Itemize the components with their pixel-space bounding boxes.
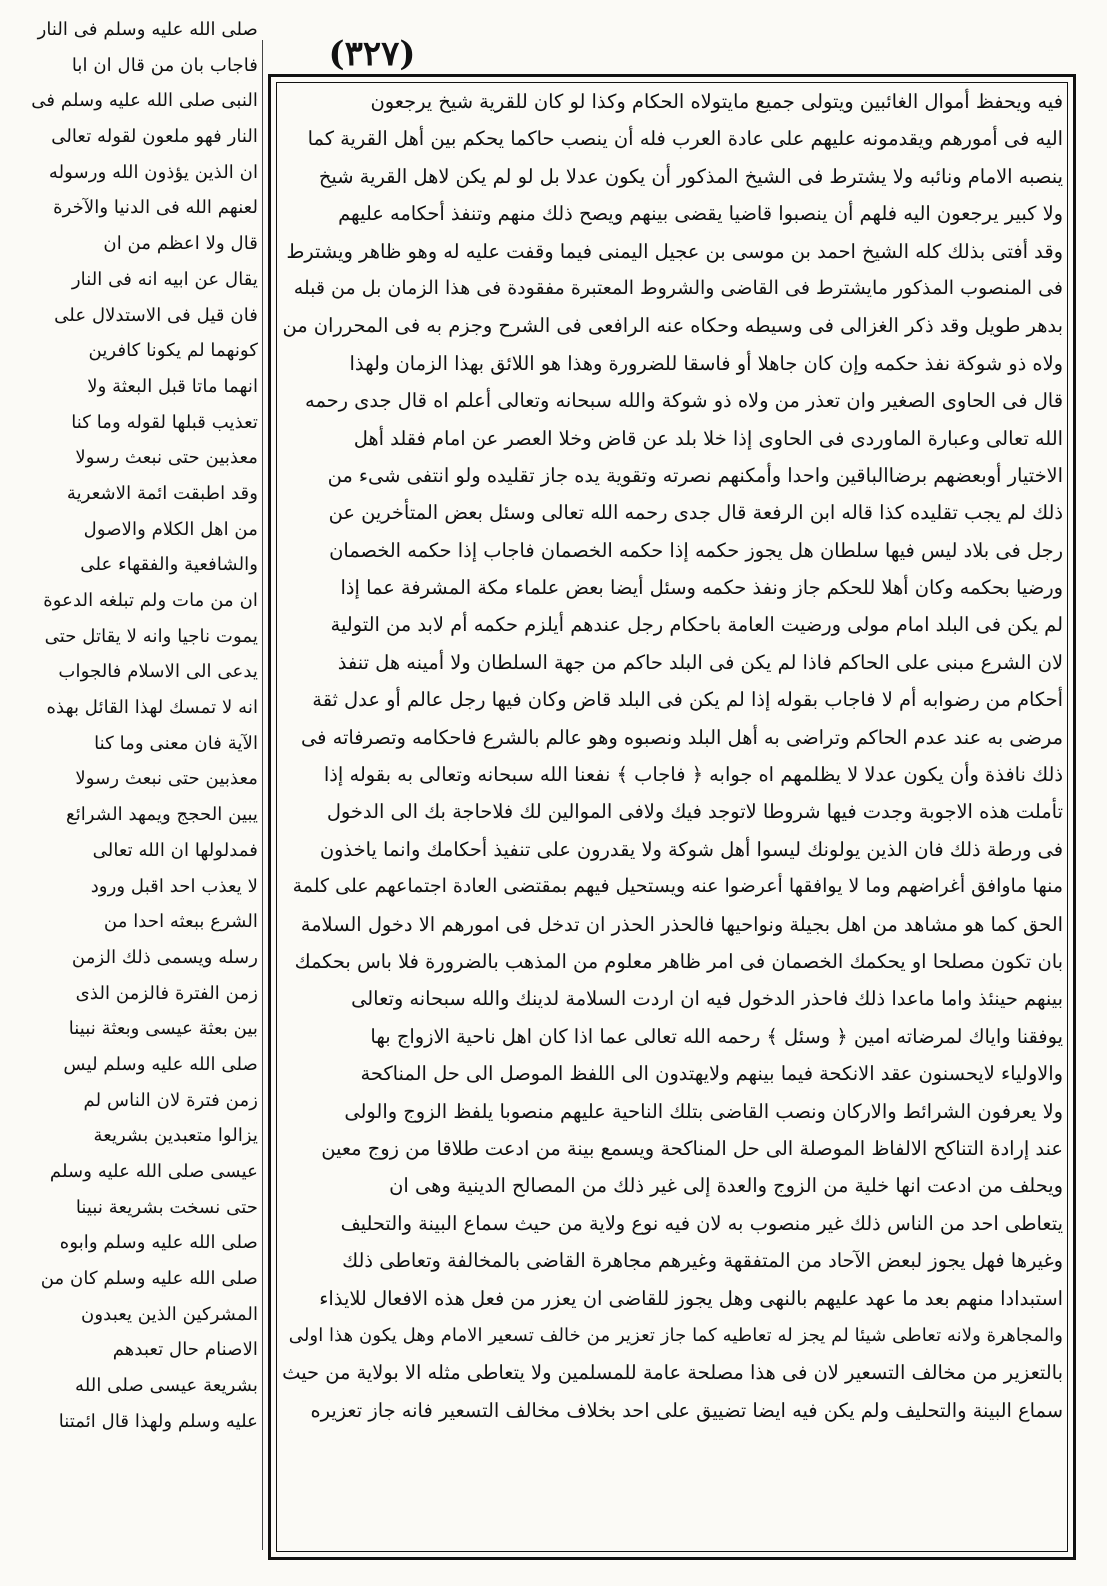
margin-text-line: حتى نسخت بشريعة نبينا (75, 1196, 258, 1218)
main-text-line: ويحلف من ادعت انها خلية من الزوج والعدة إلى غير ذلك من المصالح الدينية وهى ان (389, 1174, 1063, 1198)
margin-text-line: عيسى صلى الله عليه وسلم (49, 1161, 258, 1182)
margin-text-line: عليه وسلم ولهذا قال ائمتنا (58, 1410, 258, 1432)
margin-text-line: زمن فترة لان الناس لم (83, 1089, 258, 1111)
main-text-line: فى المنصوب المذكور مايشترط فى القاضى والشروط المعتبرة مفقودة فى هذا الزمان بل من قبله (293, 276, 1063, 299)
margin-text-line: فان قيل فى الاستدلال على (54, 304, 258, 326)
main-text-line: عند إرادة التناكح الالفاظ الموصلة الى حل المناكحة ويسمع بينة من ادعت طلاقا من زوج معين (321, 1136, 1063, 1160)
column-divider (262, 40, 263, 1550)
main-text-line: مرضى به عند عدم الحاكم وتراضى به أهل البلد ونصبوه وهو عالم بالشرع فاحكامه وتصرفاته فى (300, 725, 1063, 749)
margin-text-line: معذبين حتى نبعث رسولا (75, 768, 258, 790)
main-text-line: لم يكن فى البلد امام مولى ورضيت العامة باحكام رجل عندهم أيلزم حكمه أم لابد من التولية (330, 613, 1063, 637)
margin-text-line: والشافعية والفقهاء على (80, 554, 258, 576)
main-text-line: سماع البينة والتحليف ولم يكن فيه ايضا تضييق على احد بخلاف مخالف التسعير فانه جاز تعزيره (310, 1398, 1063, 1422)
margin-text-line: رسله ويسمى ذلك الزمن (71, 946, 258, 968)
margin-commentary (18, 12, 258, 1440)
margin-text-line: يموت ناجيا وانه لا يقاتل حتى (44, 625, 258, 647)
main-text-line: ذلك لم يجب تقليده كذا قاله ابن الرفعة قال جدى رحمه الله تعالى وسئل بعض المتأخرين عن (328, 501, 1063, 525)
main-text-line: الحق كما هو مشاهد من اهل بجيلة ونواحيها فالحذر الحذر ان تدخل فى امورهم الا دخول السلامة (300, 912, 1063, 936)
margin-text-line: يزالوا متعبدين بشريعة (93, 1125, 258, 1147)
margin-text-line: لعنهم الله فى الدنيا والآخرة (53, 197, 258, 219)
margin-text-line: معذبين حتى نبعث رسولا (75, 447, 258, 469)
main-text-line: يتعاطى احد من الناس ذلك غير منصوب به لان فيه نوع ولاية من حيث سماع البينة والتحليف (340, 1211, 1063, 1235)
main-text-line: بينهم حينئذ واما ماعدا ذلك فاحذر الدخول فيه ان اردت السلامة لدينك والله سبحانه وتعالى (351, 987, 1063, 1011)
main-text-line: ورضيا بحكمه وكان أهلا للحكم جاز ونفذ حكمه وسئل أيضا بعض علماء مكة المشرفة عما إذا (340, 576, 1063, 600)
margin-text-line: لا يعذب احد اقبل ورود (90, 875, 258, 897)
main-text-line: والمجاهرة ولانه تعاطى شيئا لم يجز له تعاطيه كما جاز تعزير من خالف تسعير الامام وهل يكون هذا اولى (288, 1324, 1063, 1346)
margin-text-line: النبى صلى الله عليه وسلم فى (31, 90, 258, 112)
margin-text-line: بشريعة عيسى صلى الله (75, 1375, 258, 1397)
main-text-line: يوفقنا واياك لمرضاته امين ﴿ وسئل ﴾ رحمه الله تعالى عما اذا كان اهل ناحية الازواج بها (370, 1024, 1063, 1048)
margin-text-line: صلى الله عليه وسلم ليس (63, 1053, 258, 1075)
margin-text-line: انهما ماتا قبل البعثة ولا (87, 375, 258, 397)
main-text-line: ولا كبير يرجعون اليه فلهم أن ينصبوا قاضيا يقضى بينهم ويصح ذلك منهم وتنفذ أحكامه عليهم (338, 202, 1063, 226)
margin-text-line: النار فهو ملعون لقوله تعالى (51, 126, 258, 148)
main-text-line: والاولياء لايحسنون عقد الانكحة فيما بينهم ولايهتدون الى اللفظ الموصل الى حل المناكحة (360, 1062, 1063, 1086)
main-text-line: فيه ويحفظ أموال الغائبين ويتولى جميع مايتولاه الحكام وكذا لو كان للقرية شيخ يرجعون (370, 90, 1063, 113)
main-text-line: اليه فى أمورهم ويقدمونه عليهم على عادة العرب فله أن ينصب حاكما يحكم بين أهل القرية كما (307, 127, 1063, 151)
margin-text-line: تعذيب قبلها لقوله وما كنا (71, 411, 258, 433)
main-text-line: رجل فى بلاد ليس فيها سلطان هل يجوز حكمه إذا حكمه الخصمان فاجاب إذا حكمه الخصمان (329, 538, 1063, 562)
main-text-line: الله تعالى وعبارة الماوردى فى الحاوى إذا خلا بلد عن قاض وخلا العصر عن امام فقلد أهل (353, 426, 1063, 450)
margin-text-line: يقال عن ابيه انه فى النار (71, 268, 258, 290)
main-text-line: ينصبه الامام ونائبه ولا يشترط فى الشيخ المذكور أن يكون عدلا بل لو لم يكن لاهل القرية شيخ (318, 164, 1063, 188)
main-text-line: أحكام من رضوابه أم لا فاجاب بقوله إذا لم يكن فى البلد قاض وكان فيها رجل عالم أو عدل ثقة (312, 688, 1063, 712)
main-text-line: ولا يعرفون الشرائط والاركان ونصب القاضى بتلك الناحية عليهم منصوبا يلفظ الزوج والولى (344, 1099, 1063, 1123)
margin-text-line: صلى الله عليه وسلم وابوه (59, 1232, 258, 1254)
margin-text-line: الآية فان معنى وما كنا (94, 732, 258, 754)
main-text-line: ولاه ذو شوكة نفذ حكمه وإن كان جاهلا أو فاسقا للضرورة وهذا هو اللائق بهذا الزمان ولهذا (349, 351, 1063, 375)
page-number: (٣٢٧) (328, 34, 416, 74)
margin-text-line: كونهما لم يكونا كافرين (88, 340, 258, 362)
main-text-line: لان الشرع مبنى على الحاكم فاذا لم يكن فى البلد حاكم من جهة السلطان ولا أمينه هل تنفذ (337, 650, 1063, 674)
main-text-frame (268, 74, 1076, 1560)
main-text-line: وغيرها فهل يجوز لبعض الآحاد من المتفقهة وغيرهم مجاهرة القاضى بالمخالفة وتعاطى ذلك (342, 1249, 1063, 1273)
main-text (281, 83, 1063, 1429)
margin-text-line: يبين الحجج ويمهد الشرائع (66, 804, 258, 826)
main-text-line: منها ماوافق أغراضهم وما لا يوافقها أعرضوا عنه ويستحيل فيهم بمقتضى العادة اجتماعهم على كلمة (292, 875, 1063, 898)
margin-text-line: فمدلولها ان الله تعالى (92, 839, 258, 861)
main-text-line: تأملت هذه الاجوبة وجدت فيها شروطا لاتوجد فيك ولافى الموالين لك فلاحاجة بك الى الدخول (326, 800, 1063, 824)
margin-text-line: انه لا تمسك لهذا القائل بهذه (46, 697, 258, 719)
margin-text-line: الشرع ببعثه احدا من (103, 911, 258, 933)
margin-text-line: من اهل الكلام والاصول (83, 518, 258, 540)
margin-text-line: يدعى الى الاسلام فالجواب (58, 661, 258, 683)
main-text-line: استبدادا منهم بعد ما عهد عليهم بالنهى وهل يجوز للقاضى ان يعزر من فعل هذه الافعال للايذاء (319, 1286, 1063, 1310)
main-text-line: بان تكون مصلحا او يحكمك الخصمان فى امر ظاهر معلوم من المذهب بالضرورة فلا باس بحكمك (294, 949, 1063, 973)
margin-text-line: زمن الفترة فالزمن الذى (75, 982, 258, 1004)
margin-text-line: ان من مات ولم تبلغه الدعوة (43, 590, 258, 611)
margin-text-line: المشركين الذين يعبدون (81, 1303, 258, 1325)
main-text-line: بالتعزير من مخالف التسعير لان فى هذا مصلحة عامة للمسلمين ولا يتعاطى مثله الا بولاية من حيث (282, 1361, 1063, 1385)
margin-text-line: فاجاب بان من قال ان ابا (71, 54, 258, 76)
margin-text-line: بين بعثة عيسى وبعثة نبينا (68, 1018, 258, 1040)
margin-text-line: الاصنام حال تعبدهم (112, 1339, 258, 1361)
main-text-line: ذلك نافذة وأن يكون عدلا لا يظلمهم اه جوابه ﴿ فاجاب ﴾ نفعنا الله سبحانه وتعالى به بقوله إذا (323, 763, 1063, 787)
main-text-line: فى ورطة ذلك فان الذين يولونك ليسوا أهل شوكة ولا يقدرون على تنفيذ أحكامك وانما ياخذون (319, 837, 1063, 861)
main-text-line: قال فى الحاوى الصغير وان تعذر من ولاه ذو شوكة والله سبحانه وتعالى أعلم اه قال جدى رحمه (305, 389, 1063, 413)
main-text-line: الاختيار أوبعضهم برضاالباقين واحدا وأمكنهم نصرته وتقوية يده جاز تقليده ولو انتفى شىء من (327, 463, 1063, 487)
margin-text-line: صلى الله عليه وسلم فى النار (37, 19, 258, 40)
margin-text-line: صلى الله عليه وسلم كان من (40, 1268, 258, 1290)
margin-text-line: ان الذين يؤذون الله ورسوله (48, 161, 258, 183)
main-text-line: بدهر طويل وقد ذكر الغزالى فى وسيطه وحكاه عنه الرافعى فى الشرح وجزم به فى المحرران من (282, 314, 1063, 338)
margin-text-line: وقد اطبقت ائمة الاشعرية (66, 482, 258, 504)
main-text-line: وقد أفتى بذلك كله الشيخ احمد بن موسى بن عجيل اليمنى فيما وقفت عليه له وهو ظاهر ويشترط (286, 239, 1063, 263)
margin-text-line: قال ولا اعظم من ان (103, 233, 258, 255)
